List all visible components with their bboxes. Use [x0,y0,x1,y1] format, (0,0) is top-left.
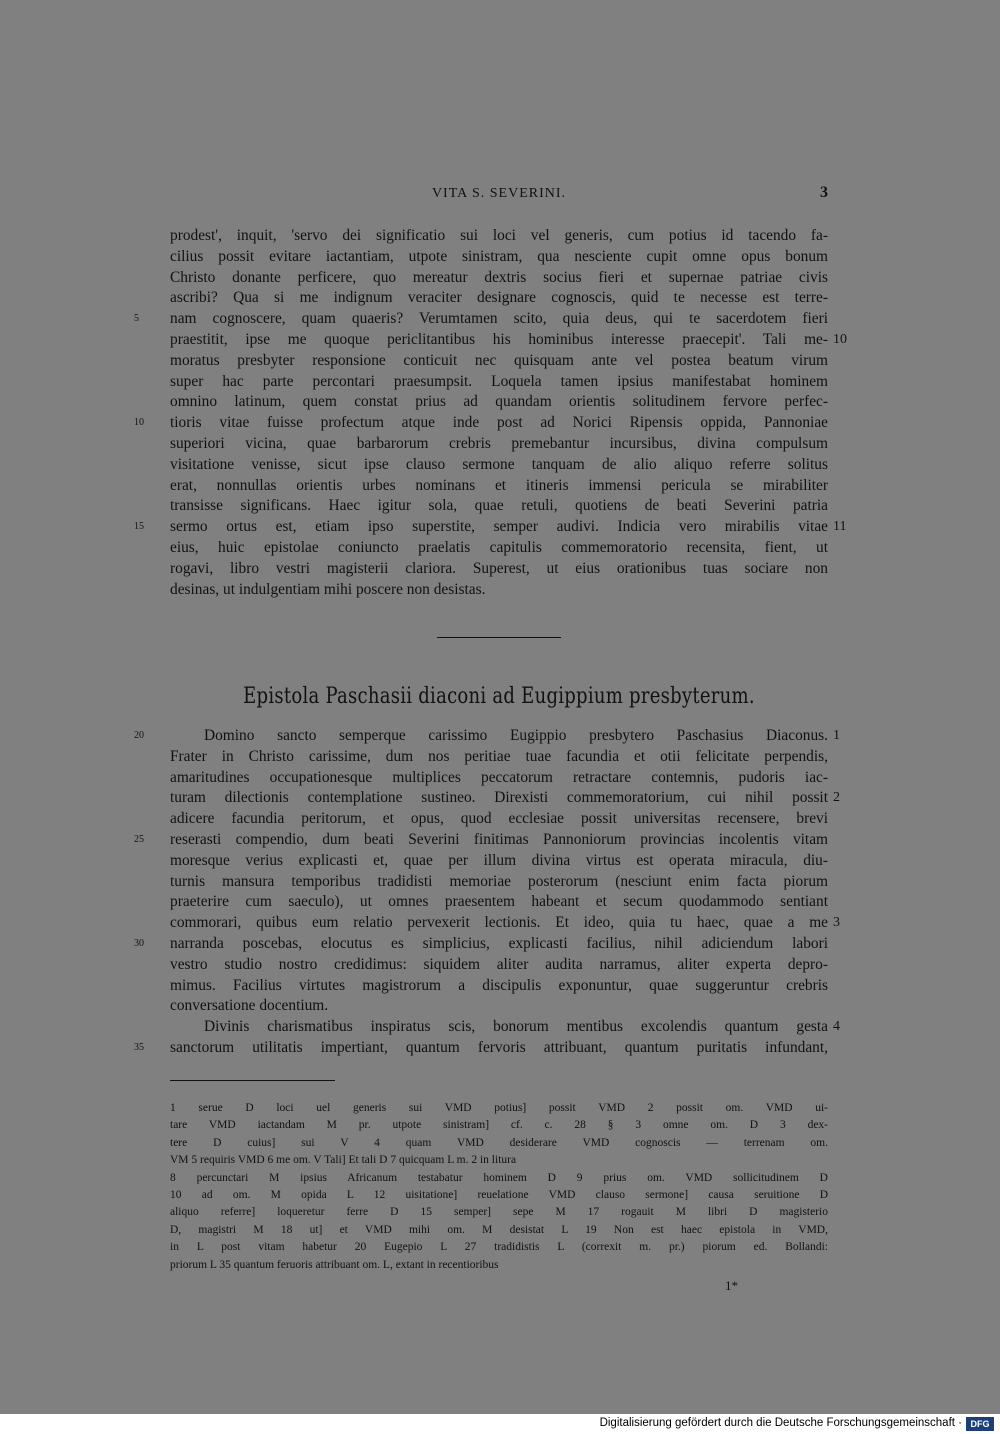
line-text: aliquo referre] loqueretur ferre D 15 semper] sepe M 17 rogauit M libri D magisterio [170,1206,828,1219]
text-line [134,1038,828,1059]
text-line [134,413,828,434]
text-line [170,496,828,517]
text-line [170,580,828,601]
line-text: desinas, ut indulgentiam mihi poscere non desistas. [170,580,486,598]
text-line [170,809,828,830]
line-text: cilius possit evitare iactantiam, utpote sinistram, qua nesciente cupit omne opus bonum [170,247,828,265]
section-number: 2 [833,790,840,806]
line-text: praeterire cum saeculo), ut omnes praesentem habeant et secum quodammodo sentiant [170,893,828,911]
footnote-line [170,1135,828,1152]
footnote-line [170,1152,828,1169]
text-line [134,726,840,747]
signature-mark: 1* [725,1278,738,1293]
text-line [170,559,828,580]
text-line [134,309,828,330]
line-text: transisse significans. Haec igitur sola, quae retuli, quotiens de beati Severini patria [170,497,828,515]
text-line [170,288,828,309]
dfg-footer-bar [0,1414,1000,1434]
section-number: 10 [833,331,847,347]
line-text: nam cognoscere, quam quaeris? Verumtamen scito, quia deus, qui te sacerdotem fieri [170,310,828,328]
line-text: 8 percunctari M ipsius Africanum testabatur hominem D 9 prius om. VMD sollicitudinem D [170,1171,828,1184]
footnote-line [170,1222,828,1239]
footnote-line [170,1257,828,1274]
line-text: D, magistri M 18 ut] et VMD mihi om. M desistat L 19 Non est haec epistola in VMD, [170,1223,828,1236]
line-text: vestro studio nostro credidimus: siquidem aliter audita narramus, aliter experta depro- [170,955,828,973]
footnote-line [170,1187,828,1204]
body-text-block-2 [134,726,840,1059]
footnote-line [170,1100,828,1117]
text-line [170,996,828,1017]
footnote-rule [170,1080,335,1081]
text-line [170,268,828,289]
line-text: tere D cuius] sui V 4 quam VMD desiderare VMD cognoscis — terrenam om. [170,1136,828,1149]
line-number: 20 [134,730,144,741]
line-number: 30 [134,937,144,949]
text-line [170,476,828,497]
text-line [134,934,828,955]
line-text: sanctorum utilitatis impertiant, quantum fervoris attribuant, quantum puritatis infundant, [170,1038,828,1056]
line-text: commorari, quibus eum relatio pervexerit lectionis. Et ideo, quia tu haec, quae a me [170,914,828,932]
line-text: narranda poscebas, elocutus es simplicius, explicasti facilius, nihil adiciendum labori [170,934,828,952]
line-text: turam dilectionis contemplatione sustineo. Direxisti commemoratorium, cui nihil possit [170,789,828,807]
line-text: 1 serue D loci uel generis sui VMD potius] possit VMD 2 possit om. VMD ui- [170,1102,828,1114]
section-number: 3 [833,915,840,931]
text-line [170,768,828,789]
section-number: 4 [833,1019,840,1035]
line-text: in L post vitam habetur 20 Eugepio L 27 tradidistis L (correxit m. pr.) piorum ed. Bollandi: [170,1241,828,1254]
text-line [170,892,828,913]
section-number: 1 [833,728,840,743]
line-number: 10 [134,417,144,429]
footnote-line [170,1204,828,1221]
line-number: 5 [134,313,139,325]
line-text: Frater in Christo carissime, dum nos peritiae tuae facundia et otii felicitate perpendis, [170,747,828,765]
text-line [170,872,828,893]
footnote-line [170,1170,828,1187]
text-line [170,788,840,809]
text-line [170,747,828,768]
line-number: 35 [134,1041,144,1053]
page-number: 3 [820,184,828,201]
text-line [134,830,828,851]
line-text: super hac parte percontari praesumpsit. Loquela tamen ipsius manifestabat hominem [170,372,828,390]
line-text: rogavi, libro vestri magisterii clariora. Superest, ut eius orationibus tuas sociare non [170,559,828,577]
critical-apparatus [170,1100,828,1274]
body-text-block-1 [134,226,847,600]
text-line [170,330,847,351]
line-text: moratus presbyter responsione conticuit nec quisquam ante vel postea beatum virum [170,351,828,369]
text-line [170,851,828,872]
line-text: visitatione venisse, sicut ipse clauso sermone tanquam de alio aliquo referre solitus [170,455,828,473]
dfg-credit: Digitalisierung gefördert durch die Deutsche Forschungsgemeinschaft · [599,1417,962,1429]
line-number: 25 [134,833,144,845]
line-text: omnino latinum, quem constat prius ad quandam orientis solitudinem fervore perfec- [170,393,828,411]
footnote-line [170,1117,828,1134]
text-line [170,392,828,413]
line-text: erat, nonnullas orientis urbes nominans et itineris immensi pericula se mirabiliter [170,476,828,494]
line-text: tare VMD iactandam M pr. utpote sinistram] cf. c. 28 § 3 omne om. D 3 dex- [170,1119,828,1132]
text-line [170,538,828,559]
line-text: amaritudines occupationesque multiplices peccatorum retractare contemnis, pudoris iac- [170,768,828,786]
line-number: 15 [134,521,144,533]
line-text: tioris vitae fuisse profectum atque inde post ad Norici Ripensis oppida, Pannoniae [170,414,828,432]
line-text: conversatione docentium. [170,997,329,1015]
line-text: turnis mansura temporibus tradidisti memoriae posterorum (nesciunt enim facta piorum [170,872,828,890]
text-line [170,455,828,476]
line-text: adicere facundia peritorum, et opus, quod ecclesiae possit universitas recensere, brevi [170,810,828,828]
line-text: eius, huic epistolae coniuncto praelatis capitulis commemoratorio recensita, fient, ut [170,538,828,556]
text-line [170,351,828,372]
line-text: Christo donante perficere, quo mereatur dextris socius fieri et supernae patriae civis [170,268,828,286]
text-line [134,517,847,538]
section-divider [437,637,561,638]
line-text: priorum L 35 quantum feruoris attribuant om. L, extant in recentioribus [170,1258,499,1271]
line-text: 10 ad om. M opida L 12 uisitatione] reuelatione VMD clauso sermone] causa seruitione D [170,1188,828,1201]
text-line [170,247,828,268]
line-text: mimus. Facilius virtutes magistrorum a discipulis exponuntur, quae suggeruntur crebris [170,976,828,994]
section-title: Epistola Paschasii diaconi ad Eugippium presbyterum. [243,684,755,709]
line-text: reserasti compendio, dum beati Severini finitimas Pannoniorum provincias incolentis vitam [170,830,828,848]
text-line [170,372,828,393]
dfg-logo-icon: DFG [966,1417,994,1431]
line-text: prodest', inquit, 'servo dei significatio sui loci vel generis, cum potius id tacendo fa- [170,227,828,244]
text-line [170,955,828,976]
line-text: Domino sancto semperque carissimo Eugippio presbytero Paschasius Diaconus. [204,727,828,744]
section-number: 11 [833,519,847,535]
line-text: moresque verius explicasti et, quae per illum divina virtus est operata miracula, diu- [170,851,828,869]
text-line [170,434,828,455]
page-header [170,186,828,206]
footnote-line [170,1239,828,1256]
line-text: Divinis charismatibus inspiratus scis, bonorum mentibus excolendis quantum gesta [204,1018,828,1036]
line-text: ascribi? Qua si me indignum veraciter designare cognoscis, quid te necesse est terre- [170,289,828,307]
text-line [170,913,840,934]
line-text: sermo ortus est, etiam ipso superstite, semper audivi. Indicia vero mirabilis vitae [170,518,828,536]
line-text: superiori vicina, quae barbarorum crebris premebantur incursibus, divina compulsum [170,434,828,452]
line-text: praestitit, ipse me quoque periclitantibus his hominibus interesse praecepit'. Tali me- [170,330,828,348]
text-line [170,226,828,247]
line-text: VM 5 requiris VMD 6 me om. V Tali] Et tali D 7 quicquam L m. 2 in litura [170,1154,517,1167]
text-line [170,976,828,997]
running-head: VITA S. SEVERINI. [431,186,567,201]
text-line [170,1017,840,1038]
